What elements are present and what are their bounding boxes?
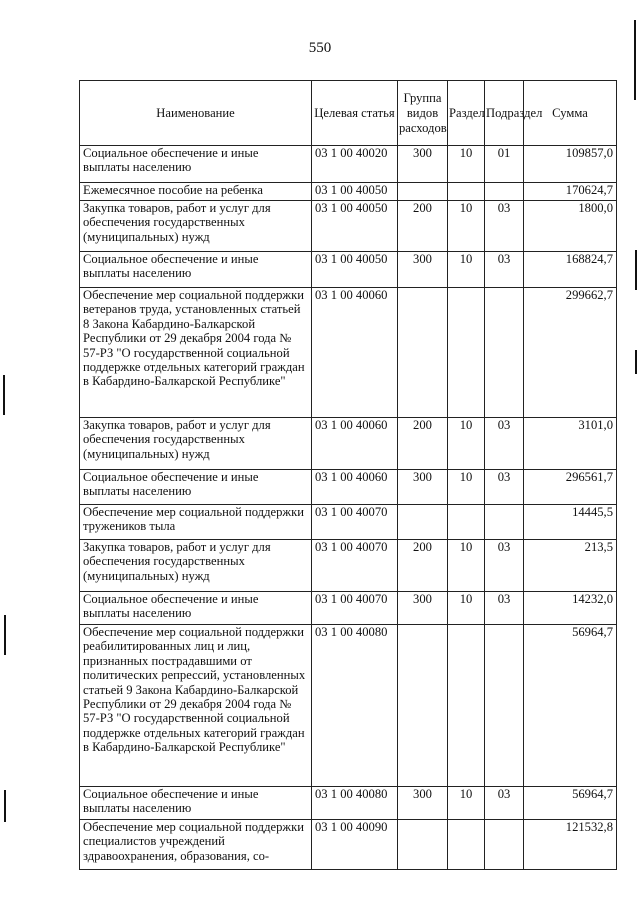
table-row bbox=[80, 592, 617, 625]
cell-expense-group: 200 bbox=[398, 540, 448, 592]
header-row bbox=[80, 81, 617, 146]
cell-section bbox=[448, 625, 485, 787]
cell-subsection: 03 bbox=[485, 201, 524, 252]
header-expense-group: Группа видов расходов bbox=[398, 81, 448, 146]
cell-name: Обеспечение мер социальной поддержки специалистов учреждений здравоохранения, образования, со- bbox=[80, 820, 312, 870]
cell-amount: 121532,8 bbox=[524, 820, 617, 870]
cell-target-article: 03 1 00 40060 bbox=[312, 288, 398, 418]
cell-name: Обеспечение мер социальной поддержки тружеников тыла bbox=[80, 505, 312, 540]
cell-name: Закупка товаров, работ и услуг для обеспечения государственных (муниципальных) нужд bbox=[80, 540, 312, 592]
table-row bbox=[80, 146, 617, 183]
cell-target-article: 03 1 00 40060 bbox=[312, 418, 398, 470]
cell-name: Социальное обеспечение и иные выплаты населению bbox=[80, 592, 312, 625]
header-section: Раздел bbox=[448, 81, 485, 146]
budget-table bbox=[79, 80, 617, 870]
cell-amount: 299662,7 bbox=[524, 288, 617, 418]
table-row bbox=[80, 820, 617, 870]
cell-subsection: 03 bbox=[485, 252, 524, 288]
cell-name: Обеспечение мер социальной поддержки реабилитированных лиц и лиц, признанных пострадавшими от политических репрессий, установленных статьей 9 Закона Кабардино-Балкарской Республики от 29 декабря 2004 года № 57-РЗ "О государственной социальной поддержке отдельных категорий граждан в Кабардино-Балкарской Республике" bbox=[80, 625, 312, 787]
cell-amount: 170624,7 bbox=[524, 183, 617, 201]
cell-subsection bbox=[485, 183, 524, 201]
scan-mark-left-3 bbox=[4, 790, 6, 822]
header-amount: Сумма bbox=[524, 81, 617, 146]
cell-amount: 296561,7 bbox=[524, 470, 617, 505]
cell-section: 10 bbox=[448, 470, 485, 505]
cell-expense-group: 300 bbox=[398, 252, 448, 288]
cell-subsection: 03 bbox=[485, 418, 524, 470]
header-name: Наименование bbox=[80, 81, 312, 146]
cell-target-article: 03 1 00 40070 bbox=[312, 592, 398, 625]
cell-target-article: 03 1 00 40050 bbox=[312, 183, 398, 201]
cell-subsection bbox=[485, 625, 524, 787]
cell-target-article: 03 1 00 40050 bbox=[312, 252, 398, 288]
scan-mark-right-3 bbox=[635, 350, 637, 374]
table-row bbox=[80, 418, 617, 470]
scan-mark-left-2 bbox=[4, 615, 6, 655]
cell-expense-group: 300 bbox=[398, 470, 448, 505]
cell-subsection: 03 bbox=[485, 592, 524, 625]
cell-amount: 56964,7 bbox=[524, 625, 617, 787]
cell-name: Закупка товаров, работ и услуг для обеспечения государственных (муниципальных) нужд bbox=[80, 201, 312, 252]
cell-name: Социальное обеспечение и иные выплаты населению bbox=[80, 470, 312, 505]
cell-target-article: 03 1 00 40090 bbox=[312, 820, 398, 870]
cell-section bbox=[448, 288, 485, 418]
scan-mark-left-1 bbox=[3, 375, 5, 415]
cell-target-article: 03 1 00 40070 bbox=[312, 540, 398, 592]
table-row bbox=[80, 183, 617, 201]
header-subsection: Подраздел bbox=[485, 81, 524, 146]
cell-subsection: 03 bbox=[485, 787, 524, 820]
cell-expense-group: 200 bbox=[398, 201, 448, 252]
cell-expense-group bbox=[398, 625, 448, 787]
cell-section bbox=[448, 505, 485, 540]
table-row bbox=[80, 787, 617, 820]
cell-amount: 56964,7 bbox=[524, 787, 617, 820]
cell-amount: 14445,5 bbox=[524, 505, 617, 540]
cell-amount: 168824,7 bbox=[524, 252, 617, 288]
cell-section: 10 bbox=[448, 201, 485, 252]
table-row bbox=[80, 505, 617, 540]
cell-subsection: 03 bbox=[485, 470, 524, 505]
cell-expense-group bbox=[398, 505, 448, 540]
page-number: 550 bbox=[308, 40, 332, 56]
table-row bbox=[80, 540, 617, 592]
cell-target-article: 03 1 00 40020 bbox=[312, 146, 398, 183]
cell-name: Ежемесячное пособие на ребенка bbox=[80, 183, 312, 201]
cell-section: 10 bbox=[448, 146, 485, 183]
table-row bbox=[80, 625, 617, 787]
table-row bbox=[80, 252, 617, 288]
cell-amount: 1800,0 bbox=[524, 201, 617, 252]
cell-expense-group: 300 bbox=[398, 592, 448, 625]
cell-section bbox=[448, 820, 485, 870]
cell-section: 10 bbox=[448, 592, 485, 625]
cell-subsection: 01 bbox=[485, 146, 524, 183]
table-header bbox=[80, 81, 617, 146]
cell-target-article: 03 1 00 40060 bbox=[312, 470, 398, 505]
cell-amount: 14232,0 bbox=[524, 592, 617, 625]
cell-section: 10 bbox=[448, 540, 485, 592]
cell-name: Социальное обеспечение и иные выплаты населению bbox=[80, 146, 312, 183]
header-target-article: Целевая статья bbox=[312, 81, 398, 146]
scan-mark-right-1 bbox=[634, 20, 636, 100]
table-body bbox=[80, 146, 617, 870]
cell-expense-group: 300 bbox=[398, 787, 448, 820]
cell-subsection bbox=[485, 505, 524, 540]
cell-amount: 3101,0 bbox=[524, 418, 617, 470]
cell-subsection bbox=[485, 820, 524, 870]
cell-expense-group: 200 bbox=[398, 418, 448, 470]
cell-name: Социальное обеспечение и иные выплаты населению bbox=[80, 252, 312, 288]
cell-target-article: 03 1 00 40080 bbox=[312, 625, 398, 787]
cell-target-article: 03 1 00 40050 bbox=[312, 201, 398, 252]
cell-name: Обеспечение мер социальной поддержки ветеранов труда, установленных статьей 8 Закона Кабардино-Балкарской Республики от 29 декабря 2004 года № 57-РЗ "О государственной социальной поддержке отдельных категорий граждан в Кабардино-Балкарской Республике" bbox=[80, 288, 312, 418]
table-row bbox=[80, 288, 617, 418]
cell-section: 10 bbox=[448, 787, 485, 820]
scan-mark-right-2 bbox=[635, 250, 637, 290]
cell-section: 10 bbox=[448, 418, 485, 470]
cell-expense-group bbox=[398, 288, 448, 418]
table-row bbox=[80, 470, 617, 505]
table-row bbox=[80, 201, 617, 252]
cell-name: Социальное обеспечение и иные выплаты населению bbox=[80, 787, 312, 820]
cell-amount: 213,5 bbox=[524, 540, 617, 592]
cell-expense-group: 300 bbox=[398, 146, 448, 183]
cell-name: Закупка товаров, работ и услуг для обеспечения государственных (муниципальных) нужд bbox=[80, 418, 312, 470]
cell-expense-group bbox=[398, 183, 448, 201]
cell-amount: 109857,0 bbox=[524, 146, 617, 183]
cell-subsection bbox=[485, 288, 524, 418]
cell-section: 10 bbox=[448, 252, 485, 288]
cell-subsection: 03 bbox=[485, 540, 524, 592]
cell-expense-group bbox=[398, 820, 448, 870]
cell-target-article: 03 1 00 40070 bbox=[312, 505, 398, 540]
cell-section bbox=[448, 183, 485, 201]
cell-target-article: 03 1 00 40080 bbox=[312, 787, 398, 820]
